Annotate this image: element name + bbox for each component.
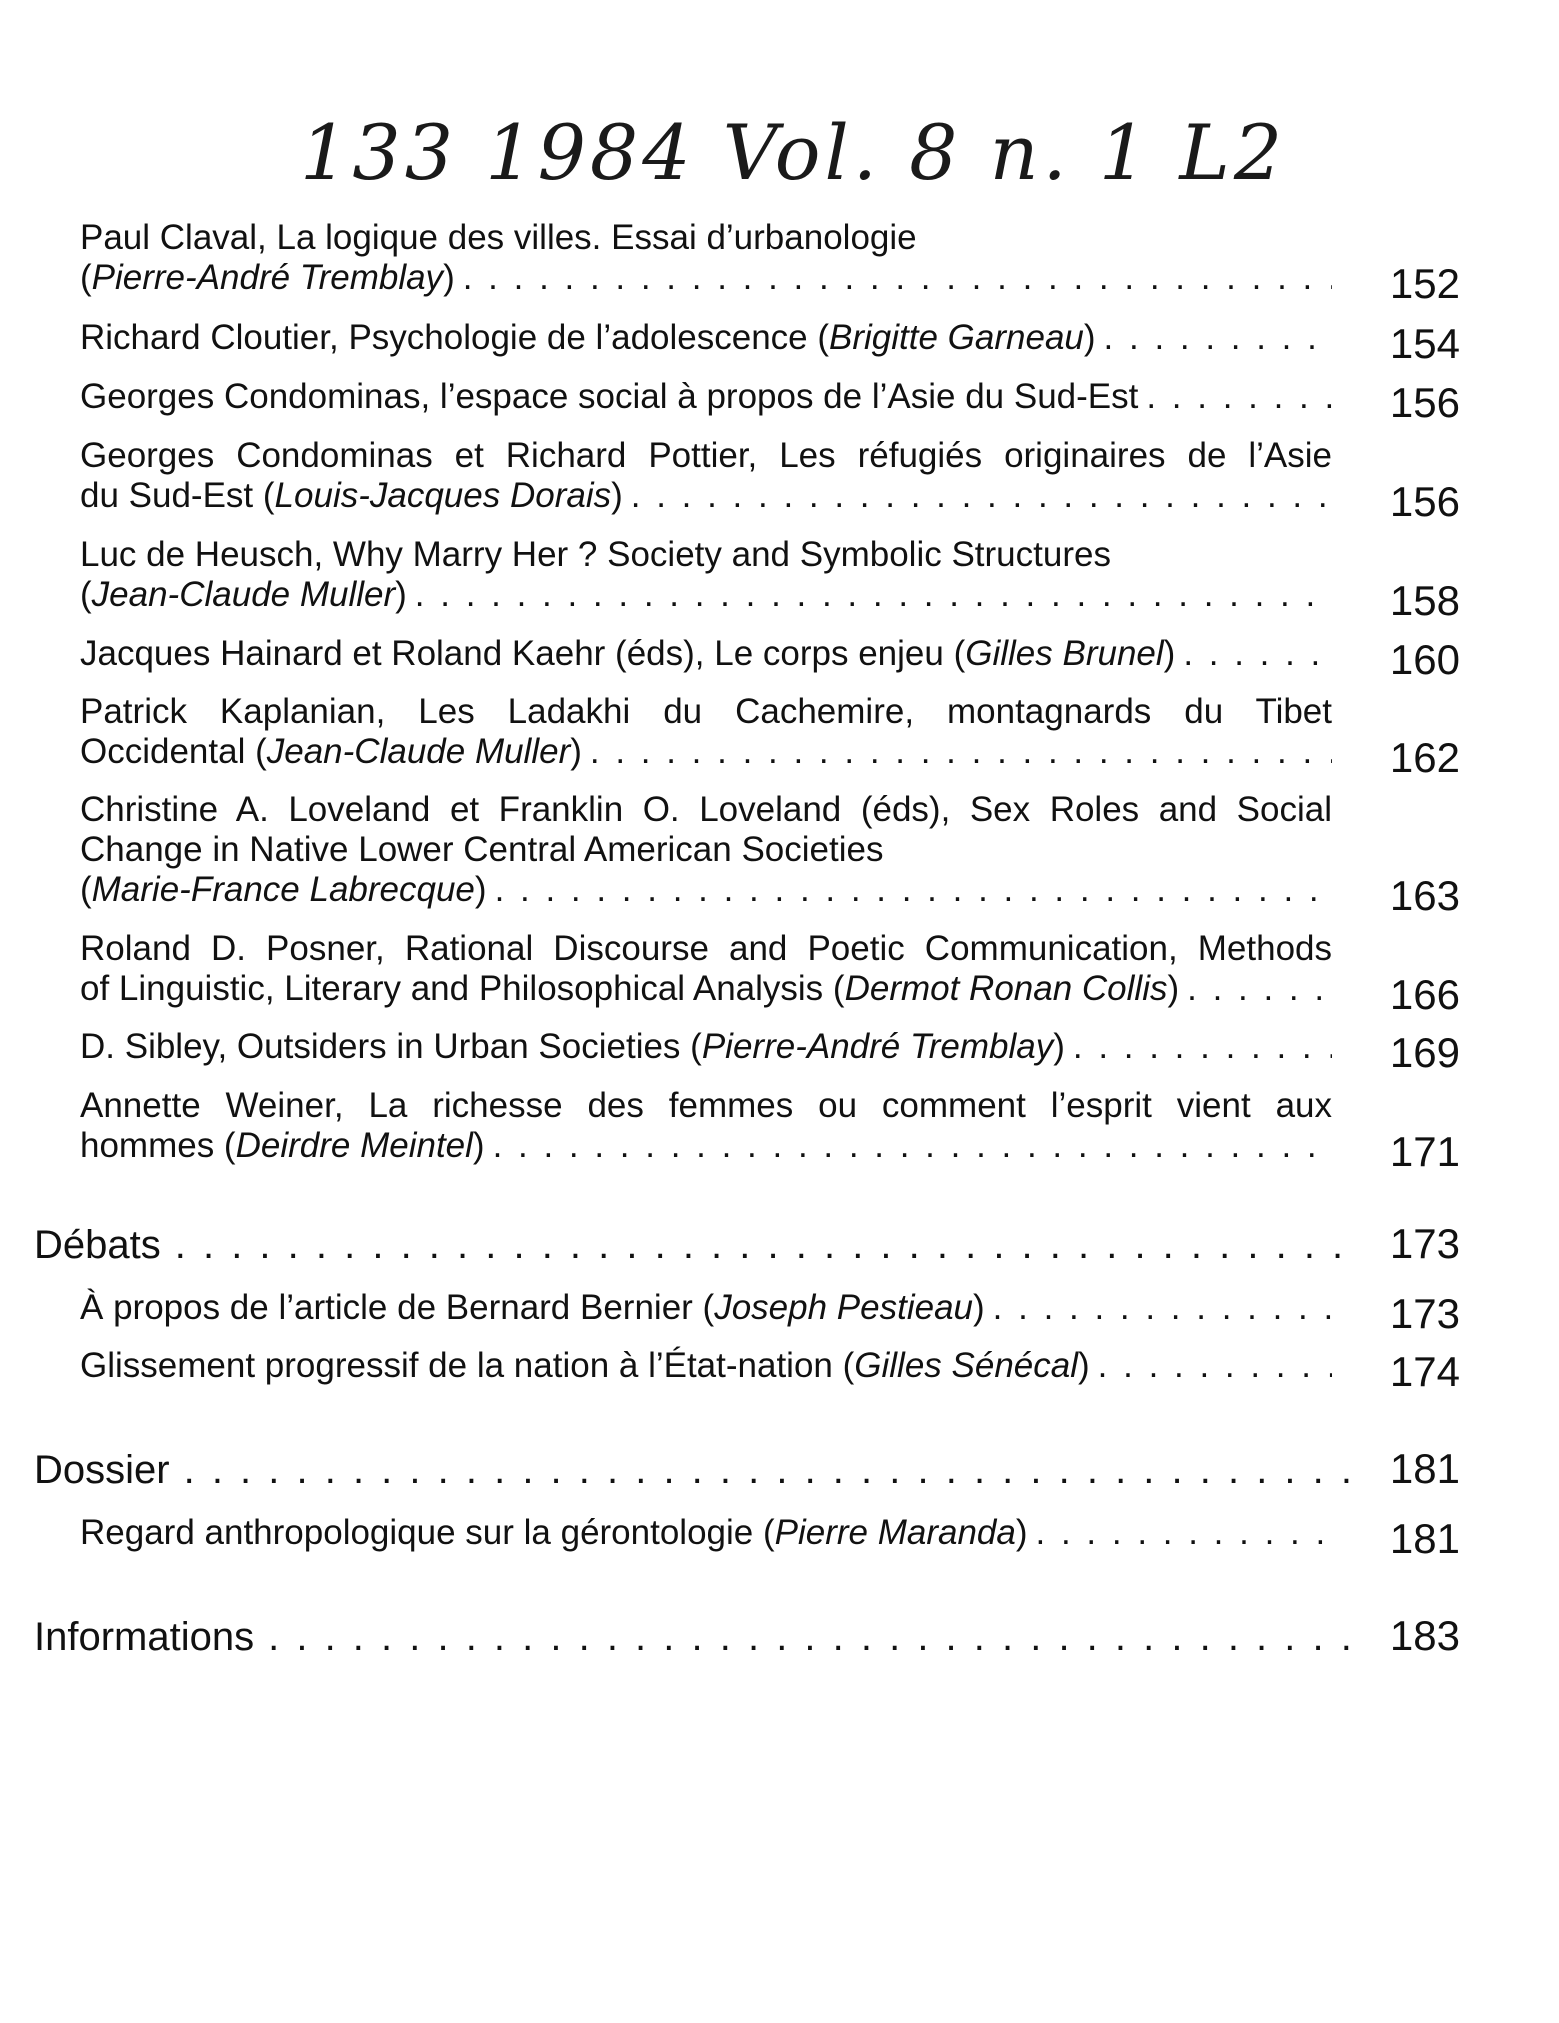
dot-leader [493,1126,1332,1166]
reviewer-name: Brigitte Garneau [829,318,1084,357]
section-title: Débats [34,1223,161,1267]
entry-last-line [80,476,1332,516]
reviewer-name: Marie-France Labrecque [91,870,475,909]
entry-text: hommes ( [80,1126,236,1165]
reviewer-name: Pierre-André Tremblay [701,1027,1054,1066]
entry-text: Regard anthropologique sur la gérontologie ( [80,1513,775,1552]
entry-line: Change in Native Lower Central American Societies [80,830,884,869]
entry-text-tail: ) [1163,634,1176,673]
dot-leader [631,476,1332,516]
dot-leader [1098,1346,1332,1386]
reviewer-name: Louis-Jacques Dorais [274,476,612,515]
page-number: 166 [1389,971,1460,1018]
dot-leader [1073,1027,1332,1067]
toc-entry [80,1513,1460,1562]
entry-last-line [80,634,1332,674]
reviewer-name: Jean-Claude Muller [91,575,396,614]
reviewer-name: Deirdre Meintel [235,1126,473,1165]
entry-last-line [80,258,1332,298]
entry-text: Richard Cloutier, Psychologie de l’adolescence ( [80,318,830,357]
section-heading-dossier [34,1445,1460,1494]
handwritten-annotation: 133 1984 Vol. 8 n. 1 L2 [300,108,1287,197]
entry-text-tail: ) [1078,1346,1090,1385]
entry-text-tail: ) [1083,318,1096,357]
reviewer-name: Joseph Pestieau [714,1288,974,1327]
reviewer-name: Pierre-André Tremblay [91,258,444,297]
entry-last-line [80,377,1332,417]
toc-entry [80,929,1460,1018]
page-number: 173 [1389,1220,1460,1267]
entry-text: ( [80,870,92,909]
toc-entry [80,1288,1460,1337]
entry-text-tail: ) [1053,1027,1065,1066]
entry-line: Georges Condominas et Richard Pottier, Les réfugiés originaires de l’Asie [80,436,1332,475]
dot-leader [1104,318,1332,358]
entry-text-tail: ) [395,575,407,614]
page-number: 152 [1389,260,1460,307]
entry-last-line [80,318,1332,358]
entry-text-tail: ) [1015,1513,1028,1552]
page-number: 181 [1389,1445,1460,1492]
entry-text: Occidental ( [80,732,267,771]
entry-text: Jacques Hainard et Roland Kaehr (éds), Le corps enjeu ( [80,634,966,673]
page-number: 154 [1389,320,1460,367]
entry-last-line [80,1288,1332,1328]
entry-line: Patrick Kaplanian, Les Ladakhi du Cachemire, montagnards du Tibet [80,692,1332,731]
entry-last-line [80,575,1332,615]
page-number: 171 [1389,1128,1460,1175]
dot-leader [268,1613,1350,1661]
entry-text-tail: ) [1167,969,1180,1008]
dot-leader [1146,377,1332,417]
section-title: Informations [34,1615,255,1659]
entry-line: Paul Claval, La logique des villes. Essai d’urbanologie [80,218,917,257]
dot-leader [463,258,1332,298]
page-number: 158 [1389,577,1460,624]
dot-leader [993,1288,1332,1328]
entry-last-line [80,732,1332,772]
entry-line: Christine A. Loveland et Franklin O. Loveland (éds), Sex Roles and Social [80,790,1332,829]
dot-leader [1187,969,1332,1009]
entry-text: Georges Condominas, l’espace social à propos de l’Asie du Sud-Est [80,377,1139,416]
entry-line: Luc de Heusch, Why Marry Her ? Society and Symbolic Structures [80,535,1111,574]
entry-text: Glissement progressif de la nation à l’État-nation ( [80,1346,855,1385]
entry-text-tail: ) [474,870,487,909]
entry-text-tail: ) [472,1126,485,1165]
toc-entry [80,1086,1460,1175]
dot-leader [175,1221,1350,1269]
page-number: 181 [1389,1515,1460,1562]
toc-entry [80,218,1460,307]
page-number: 160 [1389,636,1460,683]
page-number: 163 [1389,872,1460,919]
entry-text-tail: ) [973,1288,985,1327]
page-number: 174 [1389,1348,1460,1395]
dot-leader [1036,1513,1332,1553]
toc-entry [80,318,1460,367]
reviewer-name: Pierre Maranda [774,1513,1016,1552]
dot-leader [1183,634,1332,674]
dot-leader [590,732,1332,772]
toc-entry [80,790,1460,919]
toc-entry [80,634,1460,683]
entry-last-line [80,870,1332,910]
entry-text: À propos de l’article de Bernard Bernier ( [80,1288,715,1327]
toc-entry [80,436,1460,525]
dot-leader [495,870,1332,910]
entry-last-line [80,1027,1332,1067]
entry-last-line [80,1513,1332,1553]
reviewer-name: Dermot Ronan Collis [844,969,1168,1008]
page-number: 162 [1389,734,1460,781]
entry-text-tail: ) [443,258,455,297]
toc-entry [80,535,1460,624]
entry-text-tail: ) [611,476,623,515]
dot-leader [415,575,1332,615]
toc-entry [80,1346,1460,1395]
entry-text: ( [80,258,92,297]
page-number: 173 [1389,1290,1460,1337]
entry-last-line [80,969,1332,1009]
entry-text: D. Sibley, Outsiders in Urban Societies ( [80,1027,702,1066]
entry-text-tail: ) [570,732,582,771]
reviewer-name: Gilles Brunel [965,634,1164,673]
entry-text: ( [80,575,92,614]
page-number: 156 [1389,379,1460,426]
toc-entry [80,1027,1460,1076]
page-number: 156 [1389,478,1460,525]
page-number: 183 [1389,1612,1460,1659]
toc-entry [80,692,1460,781]
reviewer-name: Gilles Sénécal [854,1346,1079,1385]
entry-last-line [80,1126,1332,1166]
entry-text: du Sud-Est ( [80,476,275,515]
reviewer-name: Jean-Claude Muller [266,732,571,771]
dot-leader [184,1446,1350,1494]
toc-entry [80,377,1460,426]
entry-text: of Linguistic, Literary and Philosophical Analysis ( [80,969,845,1008]
section-title: Dossier [34,1448,170,1492]
section-heading-informations [34,1612,1460,1661]
page-number: 169 [1389,1029,1460,1076]
entry-line: Annette Weiner, La richesse des femmes ou comment l’esprit vient aux [80,1086,1332,1125]
section-heading-debats [34,1220,1460,1269]
entry-last-line [80,1346,1332,1386]
entry-line: Roland D. Posner, Rational Discourse and Poetic Communication, Methods [80,929,1332,968]
